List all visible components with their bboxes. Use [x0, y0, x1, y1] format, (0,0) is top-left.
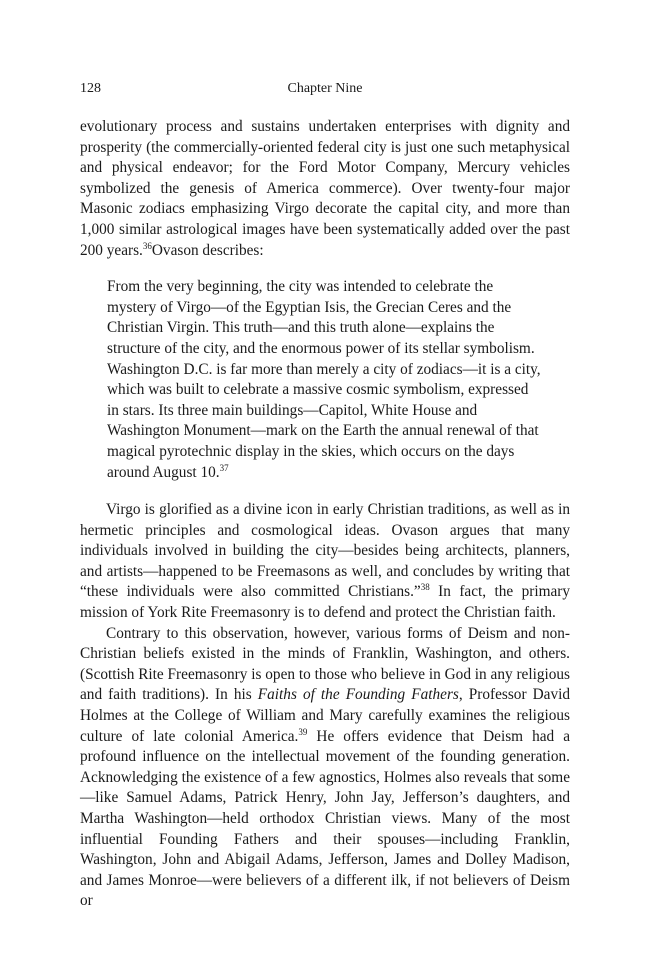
paragraph-3-text-a: Contrary to this observation, however, various forms of Deism and non-Christian beliefs existed in the minds of Franklin, Washington, and others. (Scottish Rite Freemasonry is open to those who believe in God in any religious and faith traditions). In his [80, 624, 570, 704]
paragraph-2-tail: In fact, the primary mission of York Rite Freemasonry is to defend and protect the Christian faith. [80, 583, 571, 622]
paragraph-2 [80, 500, 570, 624]
block-quote [107, 277, 541, 483]
footnote-ref-38: 38 [420, 582, 430, 593]
paragraph-1-tail: Ovason describes: [151, 241, 264, 259]
footnote-ref-39: 39 [298, 726, 308, 737]
page-number: 128 [80, 81, 101, 96]
paragraph-1 [80, 117, 570, 261]
paragraph-1-text: evolutionary process and sustains undertaken enterprises with dignity and prosperity (the commercially-oriented federal city is just one such metaphysical and physical endeavor; for the Ford Motor Company, Mercury vehicles symbolized the genesis of America commerce). Over twenty-four major Masonic zodiacs emphasizing Virgo decorate the capital city, and more than 1,000 similar astrological images have been systematically added over the past 200 years. [80, 118, 570, 259]
paragraph-2-text: Virgo is glorified as a divine icon in early Christian traditions, as well as in hermetic principles and cosmological ideas. Ovason argues that many individuals involved in building the city—besides being architects, planners, and artists—happened to be Freemasons as well, and concludes by writing that “these individuals were also committed Christians.” [80, 501, 570, 601]
footnote-ref-36: 36 [142, 240, 152, 251]
quote-text: From the very beginning, the city was intended to celebrate the mystery of Virgo—of the Egyptian Isis, the Grecian Ceres and the Christian Virgin. This truth—and this truth alone—explains the structure of the city, and the enormous power of its stellar symbolism. Washington D.C. is far more than merely a city of zodiacs—it is a city, which was built to celebrate a massive cosmic symbolism, expressed in stars. Its three main buildings—Capitol, White House and Washington Monument—mark on the Earth the annual renewal of that magical pyrotechnic display in the skies, which occurs on the days around August 10. [107, 278, 541, 481]
page-header [80, 81, 570, 101]
paragraph-3 [80, 624, 570, 912]
running-head: Chapter Nine [287, 81, 363, 96]
paragraph-3-text-b: , Professor David Holmes at the College of William and Mary carefully examines the religious culture of late colonial America. [80, 686, 570, 745]
paragraph-3-text-c: He offers evidence that Deism had a profound influence on the intellectual movement of the founding generation. Acknowledging the existence of a few agnostics, Holmes also reveals that some—like Samuel Adams, Patrick Henry, John Jay, Jefferson’s daughters, and Martha Washington—held orthodox Christian views. Many of the most influential Founding Fathers and their spouses—including Franklin, Washington, John and Abigail Adams, Jefferson, James and Dolley Madison, and James Monroe—were believers of a different ilk, if not believers of Deism or [80, 727, 571, 910]
footnote-ref-37: 37 [219, 462, 229, 473]
page-body [80, 117, 570, 912]
book-title: Faiths of the Founding Fathers [257, 686, 459, 704]
